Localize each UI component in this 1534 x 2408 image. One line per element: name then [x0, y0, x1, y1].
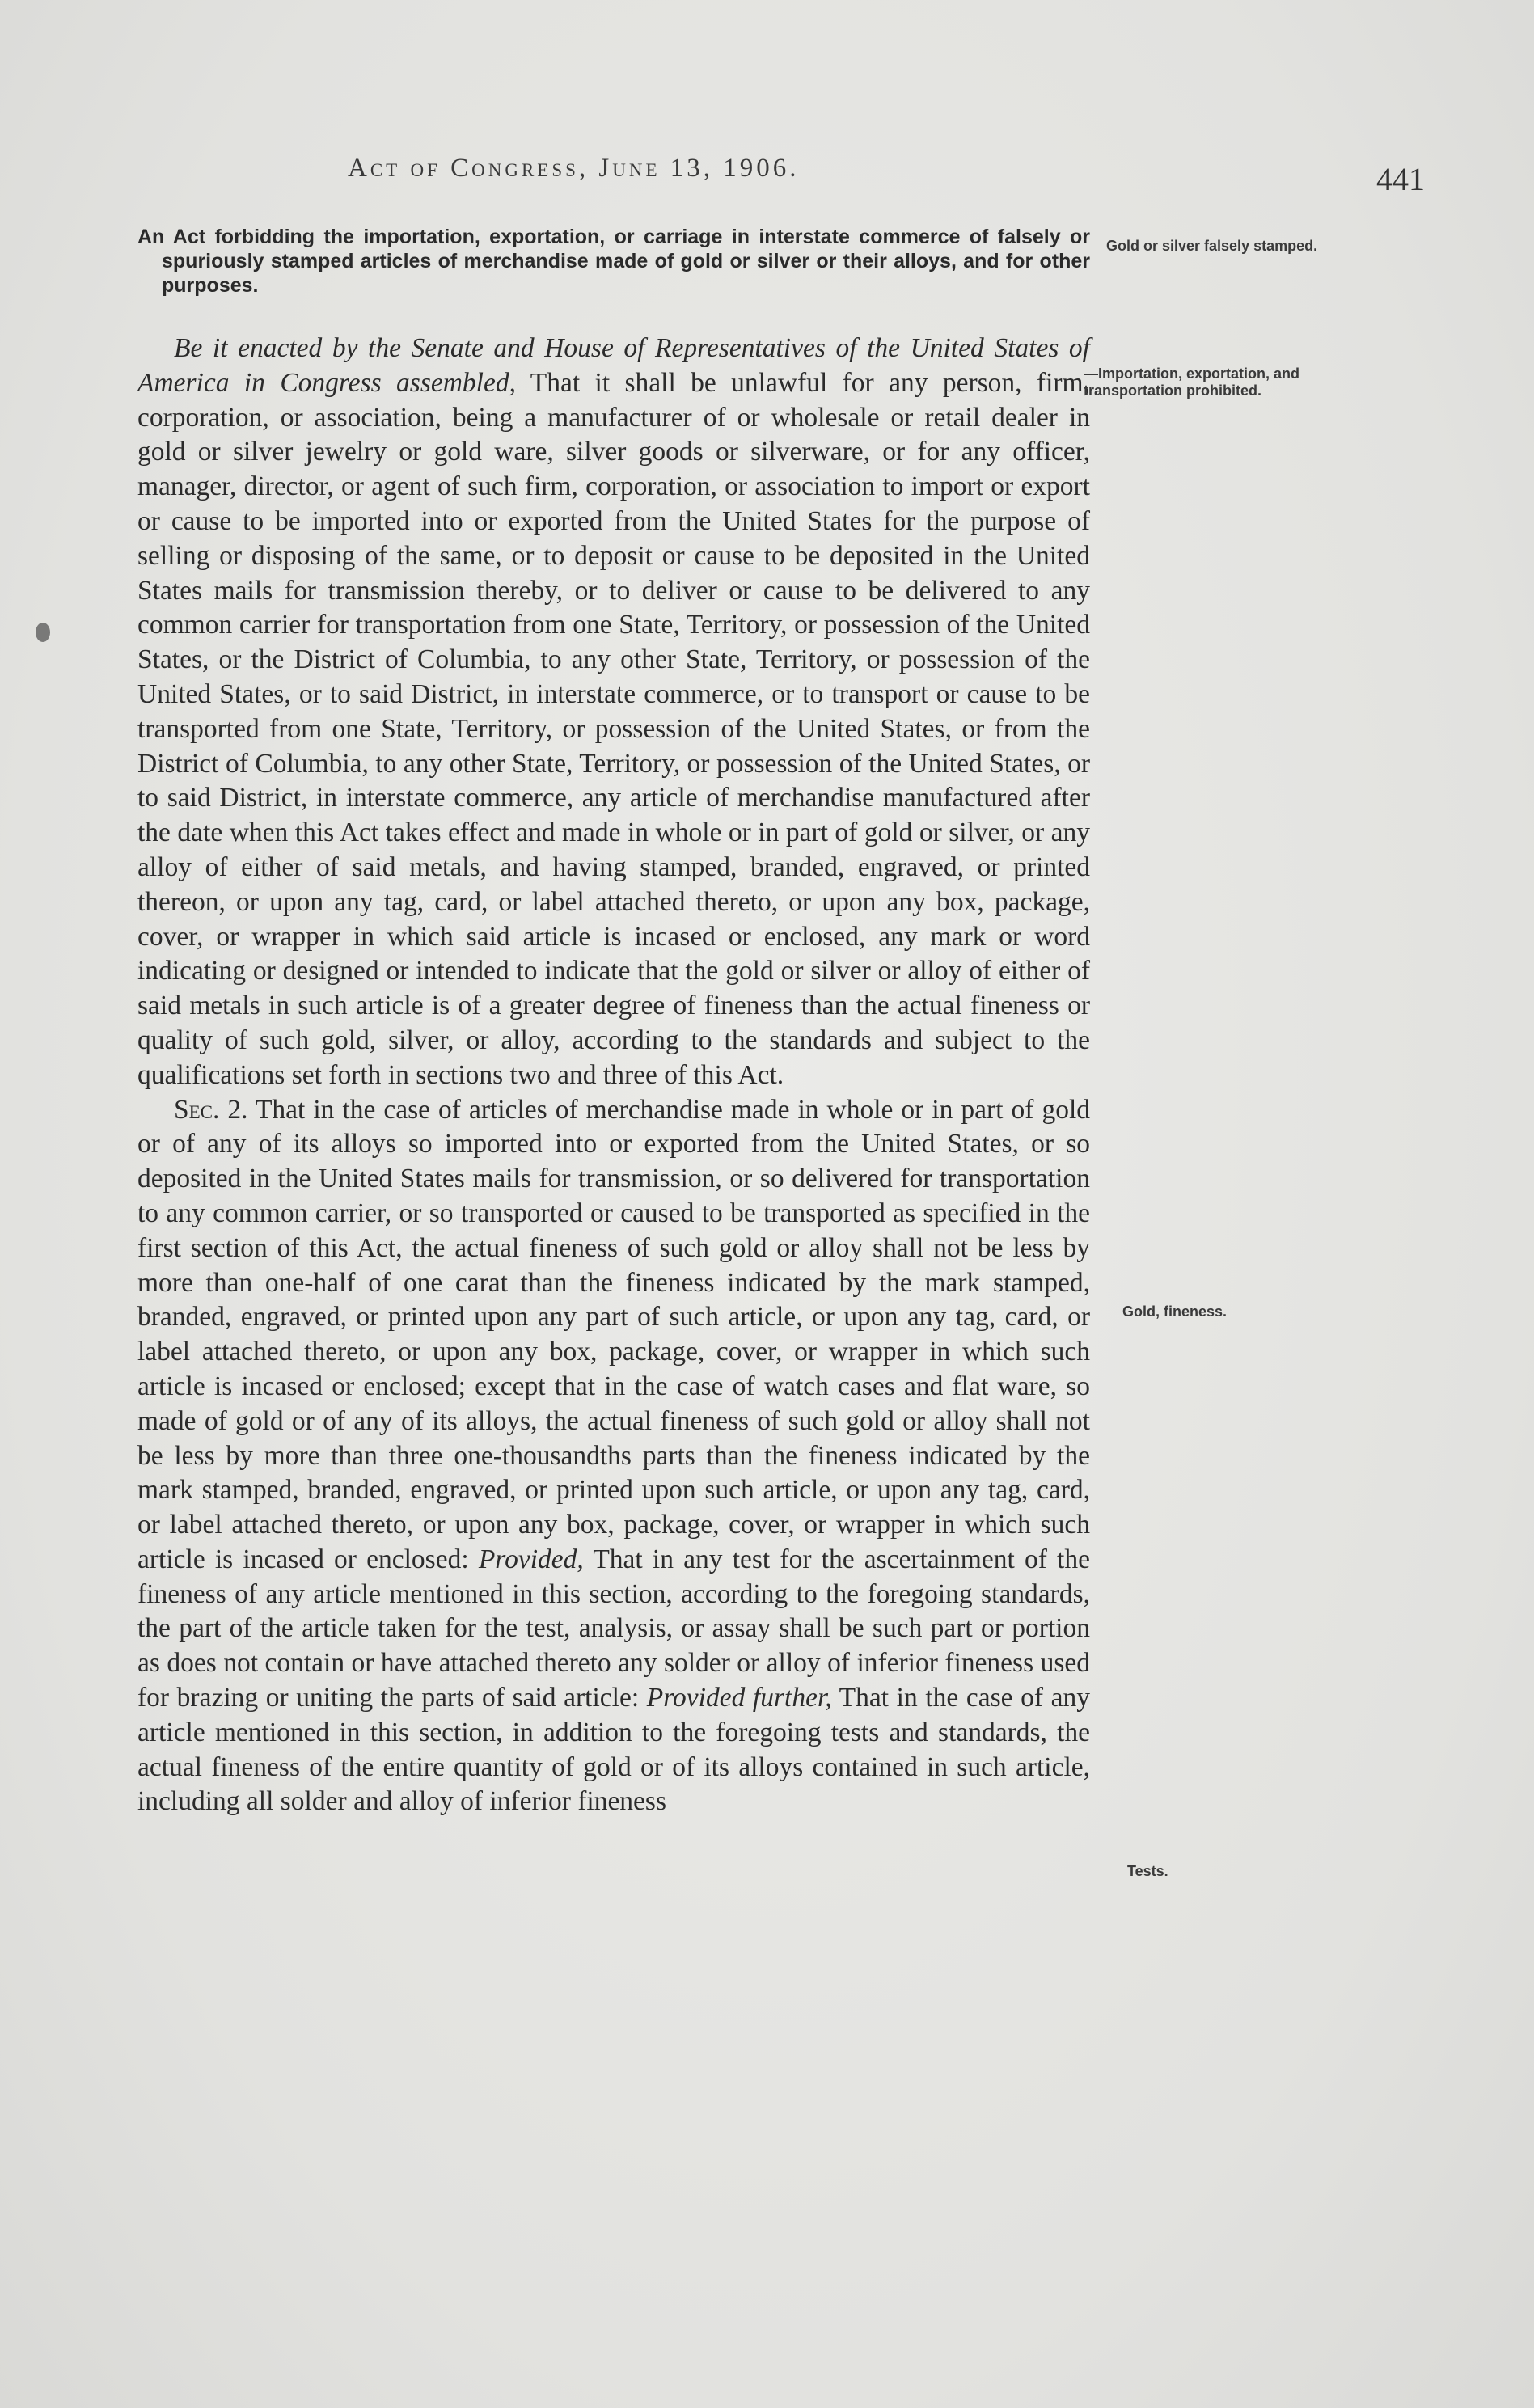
enacting-paragraph [137, 332, 1090, 1093]
page-number: 441 [1376, 161, 1425, 197]
section2-text-a: That in the case of articles of merchandise made in whole or in part of gold or of any of its alloys so imported into or exported from the United States, or so deposited in the United States mails for transmission, or so delivered for transportation to any common carrier, or so transported or caused to be transported as specified in the first section of this Act, the actual fineness of such gold or alloy shall not be less by more than one-half of one carat than the fineness indicated by the mark stamped, branded, engraved, or printed upon any part of such article, or upon any tag, card, or label attached thereto, or upon any box, package, cover, or wrapper in which such article is incased or enclosed; except that in the case of watch cases and flat ware, so made of gold or of any of its alloys, the actual fineness of such gold or alloy shall not be less by more than three one-thousandths parts than the fineness indicated by the mark stamped, branded, engraved, or printed upon such article, or upon any tag, card, or label attached thereto, or upon any box, package, cover, or wrapper in which such article is incased or enclosed: [137, 1094, 1091, 1574]
margin-note-tests: Tests. [1127, 1863, 1168, 1879]
ink-blot [36, 623, 50, 642]
margin-note-gold-fineness: Gold, fineness. [1122, 1303, 1228, 1320]
running-head [0, 154, 1534, 202]
provided-label: Provided, [478, 1544, 584, 1574]
margin-note-gold-silver-stamped: Gold or silver falsely stamped. [1106, 238, 1318, 254]
provided-further-label: Provided further, [646, 1683, 832, 1713]
enacting-clause: Be it enacted by the Senate and House of Representatives of the United States of America in Congress assembled, [137, 333, 1090, 398]
section2-text-b: That in any test for the ascertainment of the fineness of any article mentioned in this section, according to the foregoing standards, the part of the article taken for the test, analysis, or assay shall be such part or portion as does not contain or have attached thereto any solder or alloy of inferior fineness used for brazing or uniting the parts of said article: [137, 1544, 1090, 1713]
section1-text: That it shall be unlawful for any person, firm, corporation, or association, being a manufacturer of or wholesale or retail dealer in gold or silver jewelry or gold ware, silver goods or silverware, or for any officer, manager, director, or agent of such firm, corporation, or association to import or export or cause to be imported into or exported from the United States for the purpose of selling or disposing of the same, or to deposit or cause to be deposited in the United States mails for transmission thereby, or to deliver or cause to be delivered to any common carrier for transportation from one State, Territory, or possession of the United States, or the District of Columbia, to any other State, Territory, or possession of the United States, or to said District, in interstate commerce, or to transport or cause to be transported from one State, Territory, or possession of the United States, or from the District of Columbia, to any other State, Territory, or possession of the United States, or to said District, in interstate commerce, any article of merchandise manufactured after the date when this Act takes effect and made in whole or in part of gold or silver, or any alloy of either of said metals, and having stamped, branded, engraved, or printed thereon, or upon any tag, card, or label attached thereto, or upon any box, package, cover, or wrapper in which said article is incased or enclosed, any mark or word indicating or designed or intended to indicate that the gold or silver or alloy of either of said metals in such article is of a greater degree of fineness than the actual fineness or quality of such gold, silver, or alloy, according to the standards and subject to the qualifications set forth in sections two and three of this Act. [137, 367, 1090, 1090]
act-title: An Act forbidding the importation, exportation, or carriage in interstate commerce of falsely or spuriously stamped articles of merchandise made of gold or silver or their alloys, and for other purposes. [137, 226, 1090, 297]
running-title: Act of Congress, June 13, 1906. [348, 154, 800, 183]
section2-label: Sec. 2. [174, 1094, 248, 1125]
section2-text-c: That in the case of any article mentioned in this section, in addition to the foregoing tests and standards, the actual fineness of the entire quantity of gold or of its alloys contained in such article, including all solder and alloy of inferior fineness [137, 1683, 1091, 1817]
main-text-column [137, 225, 1090, 1819]
margin-note-importation-prohibited: —Importation, exportation, and transportation prohibited. [1084, 365, 1300, 399]
section2-paragraph [137, 1093, 1090, 1820]
